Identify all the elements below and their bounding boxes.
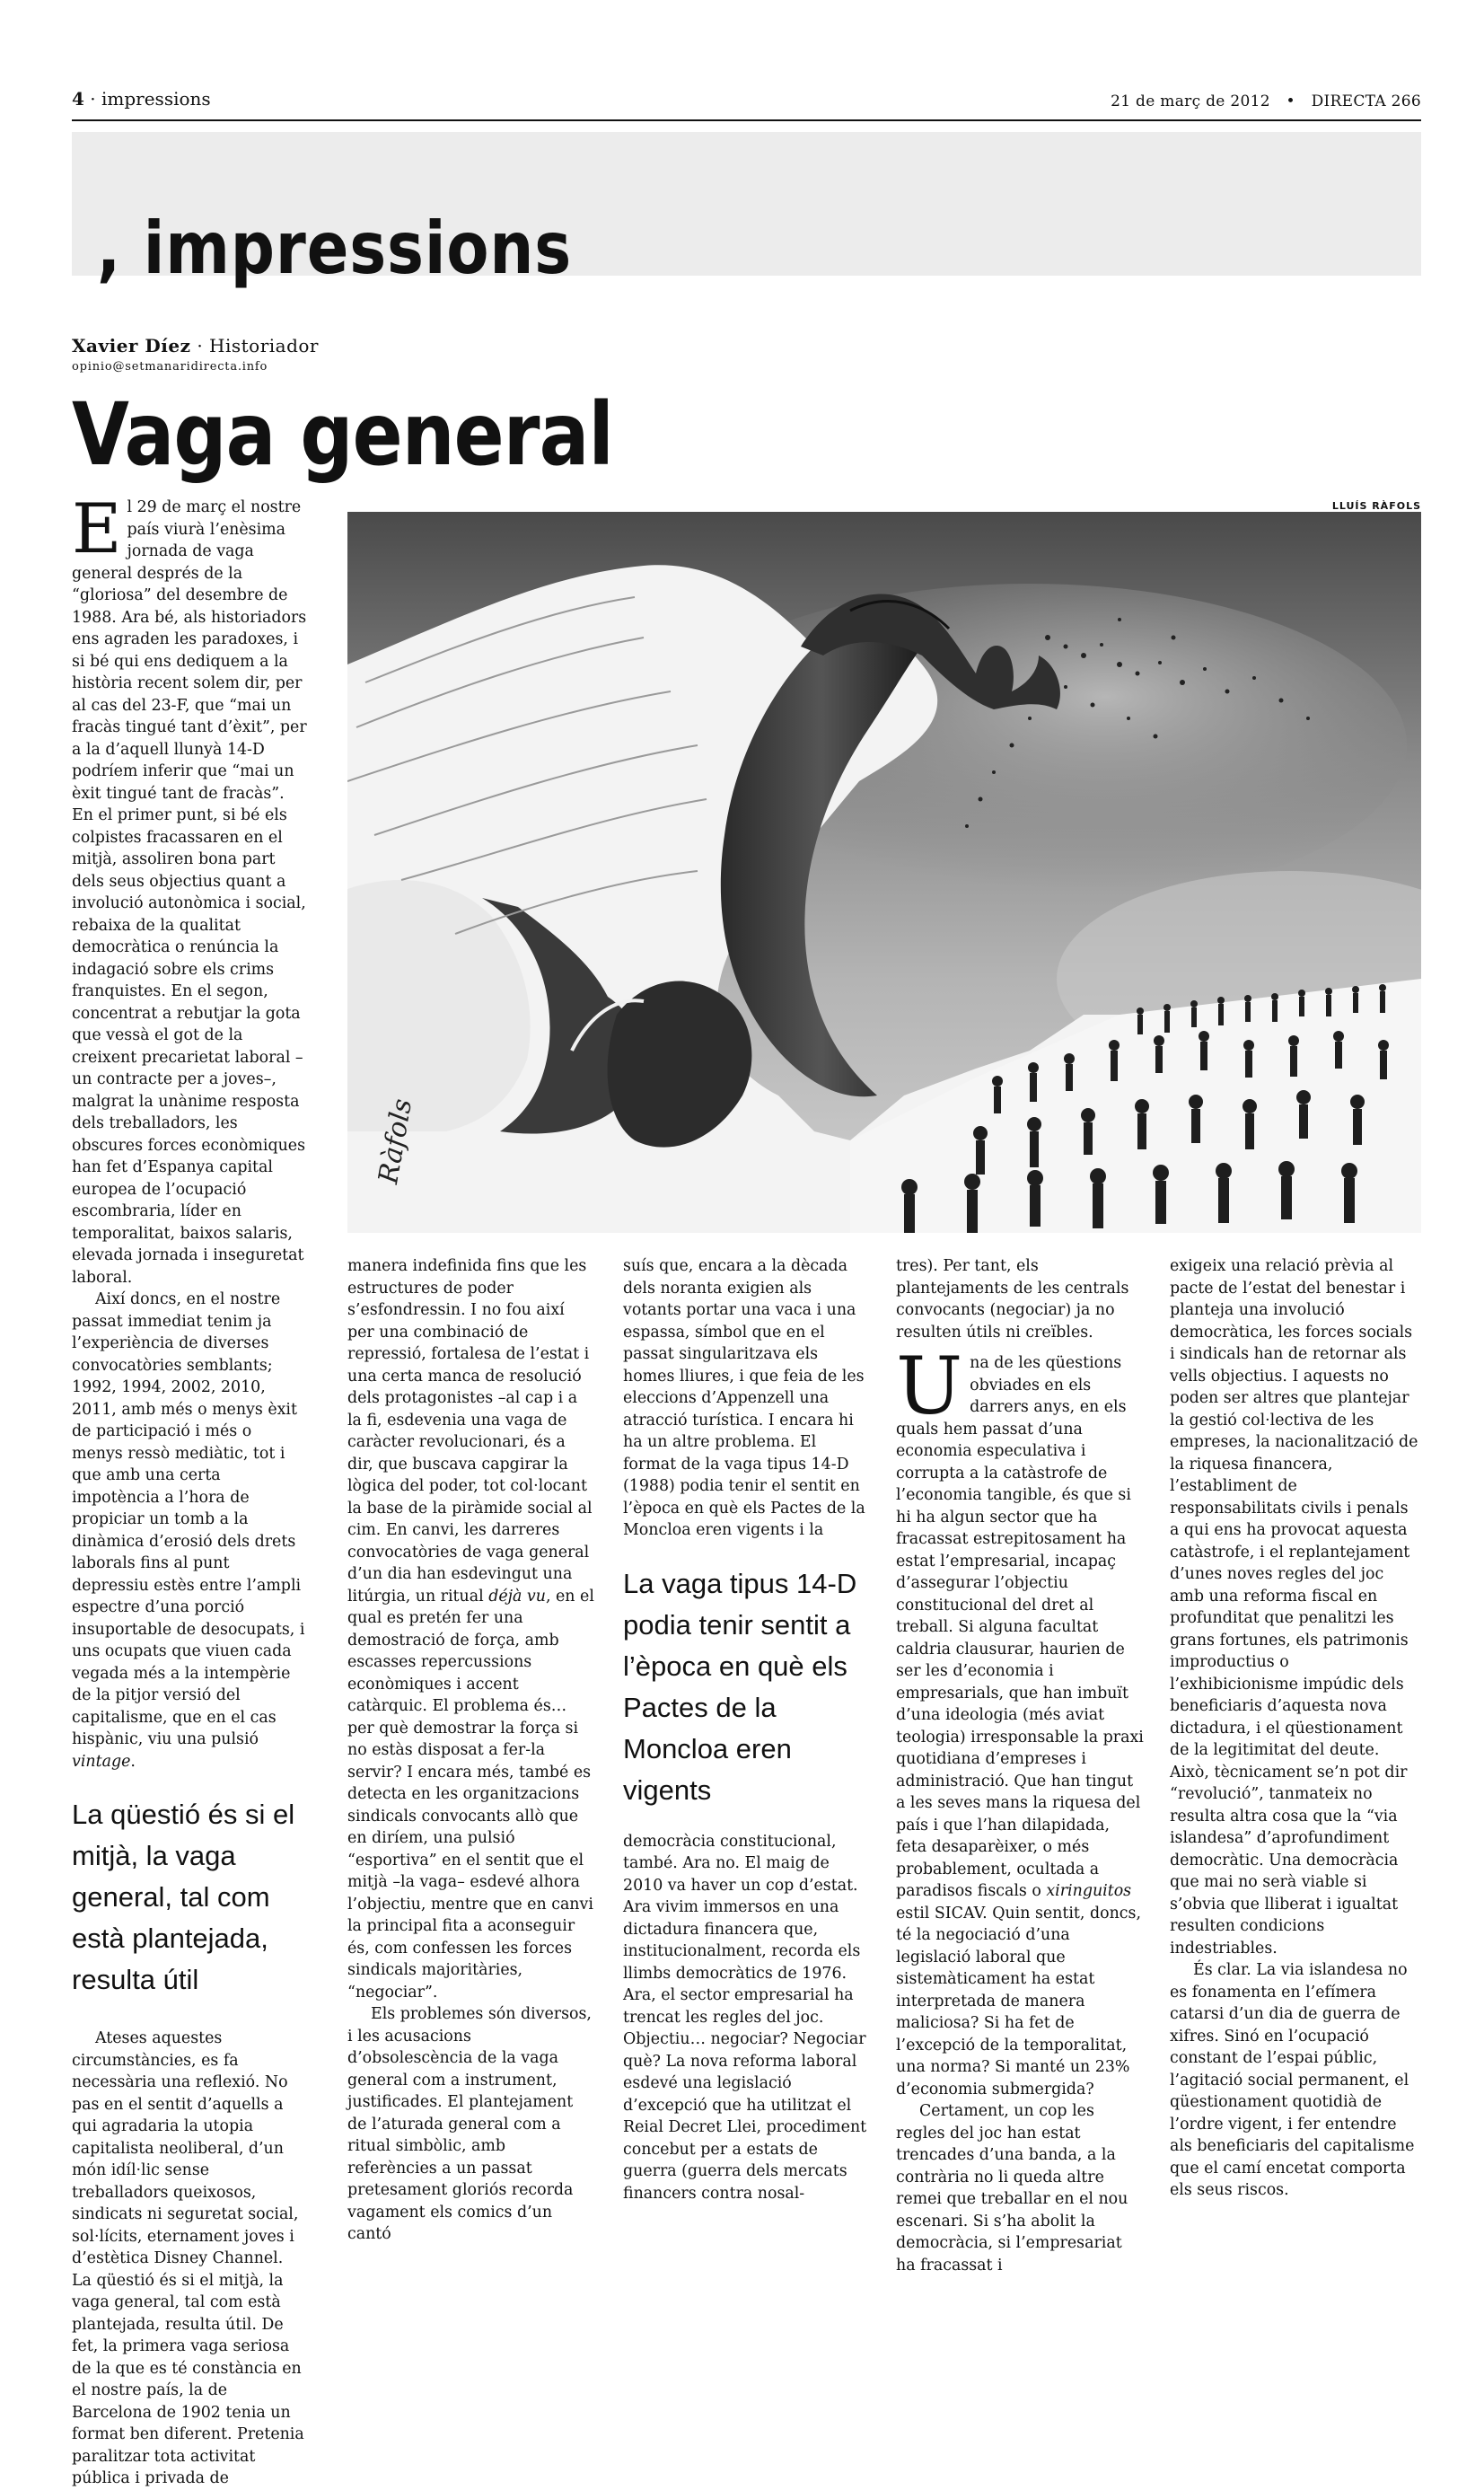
byline (72, 335, 319, 356)
col2-paragraph-1-cont: , en el qual es pretén fer una demostració de força, amb escasses repercussions econòmiques i accent catàrquic. El problema és… per què demostrar la força si no estàs disposat a fer-la servir? I encara més, també es detecta en les organitzacions sindicals convocants allò que en diríem, una pulsió “esportiva” en el sentit que el mitjà –la vaga– esdevé alhora l’objectiu, mentre que en canvi la principal fita a aconseguir és, com confessen les forces sindicals majoritàries, “negociar”. (347, 1587, 594, 2002)
col2-paragraph-2: Els problemes són diversos, i les acusacions d’obsolescència de la vaga general com a instrument, justificades. El plantejament de l’aturada general com a ritual simbòlic, amb referències a un passat pretesament gloriós recorda vagament els comics d’un cantó (347, 2005, 592, 2243)
col4-paragraph-2: na de les qüestions obviades en els darrers anys, en els quals hem passat d’una economia especulativa i corrupta a la catàstrofe de l’economia tangible, és que si hi ha algun sector que ha fracassat estrepitosament ha estat l’empresarial, incapaç d’assegurar l’objectiu constitucional del dret al treball. Si alguna facultat caldria clausurar, haurien de ser les d’economia i empresarials, que han imbuït d’una ideologia (més aviat teologia) irresponsable la praxi quotidiana d’empreses i administració. Que han tingut a les seves mans la riquesa del país i que l’han dilapidada, feta desaparèixer, o més probablement, ocultada a paradisos fiscals o (896, 1354, 1144, 1900)
drop-cap-2: U (896, 1340, 963, 1432)
col2-paragraph-1: manera indefinida fins que les estructures de poder s’esfondressin. I no fou així per una combinació de repressió, fortalesa de l’estat i una certa manca de resolució dels protagonistes –al cap i a la fi, esdevenia una vaga de caràcter revolucionari, és a dir, que buscava capgirar la lògica del poder, tot col·locant la base de la piràmide social al cim. En canvi, les darreres convocatòries de vaga general d’un dia han esdevingut una litúrgia, un ritual (347, 1257, 593, 1606)
header-rule (72, 119, 1421, 121)
col5-paragraph-1: exigeix una relació prèvia al pacte de l’estat del benestar i planteja una involució democràtica, les forces socials i sindicals han de retornar als vells objectius. I aquests no poden ser altres que plantejar la gestió col·lectiva de les empreses, la nacionalització de la riquesa financera, l’establiment de responsabilitats civils i penals a qui ens ha provocat aquesta catàstrofe, i el replantejament d’unes noves regles del joc amb una reforma fiscal en profunditat que penalitzi les grans fortunes, els patrimonis improductius o l’exhibicionisme impúdic dels beneficiaris d’aquesta nova dictadura, i el qüestionament de la legitimitat del deute. Això, tècnicament se’n pot dir “revolució”, tanmateix no resulta altra cosa que la “via islandesa” d’aprofundiment democràtic. Una democràcia que mai no serà viable si s’obvia que lliberat i igualtat resulten condicions indestriables. (1170, 1257, 1418, 1958)
col4-paragraph-1: tres). Per tant, els plantejaments de les centrals convocants (negociar) ja no resulten útils ni creïbles. (896, 1257, 1129, 1342)
folio-separator: · (90, 88, 101, 110)
col1-paragraph-3: Ateses aquestes circumstàncies, es fa necessària una reflexió. No pas en el sentit d’aquells a qui agradaria la utopia capitalista neoliberal, d’un món idíl·lic sense treballadors queixosos, sindicats ni seguretat social, sol·lícits, eternament joves i d’estètica Disney Channel. La qüestió és si el mitjà, la vaga general, tal com està plantejada, resulta útil. De fet, la primera vaga seriosa de la que es té constància en el nostre país, la de Barcelona de 1902 tenia un format ben diferent. Pretenia paralitzar tota activitat pública i privada de (72, 2029, 304, 2487)
page-folio (72, 88, 211, 110)
col2-italic-phrase: déjà vu (488, 1587, 546, 1606)
issue-separator: • (1286, 92, 1295, 110)
folio-section: impressions (101, 88, 211, 110)
wave-illustration (347, 512, 1421, 1233)
column-1 (72, 488, 307, 2490)
col4-italic-word: xiringuitos (1046, 1882, 1132, 1900)
col1-paragraph-1: l 29 de març el nostre país viurà l’enèsima jornada de vaga general després de la “gloriosa” del desembre de 1988. Ara bé, als historiadors ens agraden les paradoxes, i si bé qui ens dediquem a la història recent solem dir, per al cas del 23-F, que “mai un fracàs tingué tant d’èxit”, per a la d’aquell llunyà 14-D podríem inferir que “mai un èxit tingué tant de fracàs”. En el primer punt, si bé els colpistes fracassaren en el mitjà, assoliren bona part dels seus objectius quant a involució autonòmica i social, rebaixa de la qualitat democràtica o renúncia la indagació sobre els crims franquistes. En el segon, concentrat a rebutjar la gota que vessà el got de la creixent precarietat laboral –un contracte per a joves–, malgrat la unànime resposta dels treballadors, les obscures forces econòmiques han fet d’Espanya capital europea de l’ocupació escombraria, líder en temporalitat, baixos salaris, elevada jornada i inseguretat laboral. (72, 498, 307, 1287)
section-title: , impressions (97, 207, 573, 290)
author-role: Historiador (209, 335, 319, 356)
col4-paragraph-3: Certament, un cop les regles del joc han estat trencades d’una banda, a la contrària no li queda altre remei que treballar en el nou escenari. Si s’ha abolit la democràcia, si l’empresariat ha fracassat i (896, 2102, 1128, 2274)
col1-italic-word: vintage (72, 1752, 131, 1771)
column-5 (1170, 1255, 1421, 2202)
col5-paragraph-2: És clar. La via islandesa no es fonamenta en l’efímera catarsi d’un dia de guerra de xifres. Sinó en l’ocupació constant de l’espai públic, l’agitació social permanent, el qüestionament quotidià de l’ordre vigent, i fer entendre als beneficiaris del capitalisme que el camí encetat comporta els seus riscos. (1170, 1961, 1415, 2199)
column-4 (896, 1255, 1144, 2276)
col1-paragraph-2: Així doncs, en el nostre passat immediat tenim ja l’experiència de diverses convocatòries semblants; 1992, 1994, 2002, 2010, 2011, amb més o menys èxit de participació i més o menys ressò mediàtic, tot i que amb una certa impotència a l’hora de propiciar un tomb a la dinàmica d’erosió dels drets laborals fins al punt depressiu estès entre l’ampli espectre d’una porció insuportable de desocupats, i uns ocupats que viuen cada vegada més a la intempèrie de la pitjor versió del capitalisme, que en el cas hispànic, viu una pulsió (72, 1290, 305, 1748)
author-name: Xavier Díez (72, 335, 191, 356)
column-2 (347, 1255, 595, 2246)
page-number: 4 (72, 88, 84, 110)
illustration-credit: LLUÍS RÀFOLS (1331, 500, 1421, 512)
col4-paragraph-2-cont: estil SICAV. Quin sentit, doncs, té la negociació d’una legislació laboral que sistemàticament ha estat interpretada de manera maliciosa? Si ha fet de l’excepció de la temporalitat, una norma? Si manté un 23% d’economia submergida? (896, 1904, 1141, 2098)
article-headline: Vaga general (72, 384, 613, 485)
issue-date: 21 de març de 2012 (1111, 92, 1270, 110)
issue-number: DIRECTA 266 (1311, 92, 1421, 110)
author-email: opinio@setmanaridirecta.info (72, 360, 268, 374)
column-3 (623, 1255, 871, 2204)
pull-quote-1: La qüestió és si el mitjà, la vaga general, tal com està plantejada, resulta útil (72, 1799, 295, 1995)
pull-quote-2: La vaga tipus 14-D podia tenir sentit a l’època en què els Pactes de la Moncloa eren vigents (623, 1567, 857, 1806)
artist-signature: Ràfols (373, 1095, 419, 1186)
drop-cap: E (72, 488, 122, 568)
col3-paragraph-1: suís que, encara a la dècada dels noranta exigien als votants portar una vaca i una espassa, símbol que en el passat singularitzava els homes lliures, i que feia de les eleccions d’Appenzell una atracció turística. I encara hi ha un altre problema. El format de la vaga tipus 14-D (1988) podia tenir el sentit en l’època en què els Pactes de la Moncloa eren vigents i la (623, 1257, 865, 1539)
col1-paragraph-2-end: . (130, 1752, 136, 1771)
issue-info (1111, 92, 1421, 110)
col3-paragraph-2: democràcia constitucional, també. Ara no. El maig de 2010 va haver un cop d’estat. Ara vivim immersos en una dictadura financera que, institucionalment, recorda els llimbs democràtics de 1976. Ara, el sector empresarial ha trencat les regles del joc. Objectiu… negociar? Negociar què? La nova reforma laboral esdevé una legislació d’excepció que ha utilitzat el Reial Decret Llei, procediment concebut per a estats de guerra (guerra dels mercats financers contra nosal- (623, 1832, 867, 2203)
byline-separator: · (197, 335, 210, 356)
